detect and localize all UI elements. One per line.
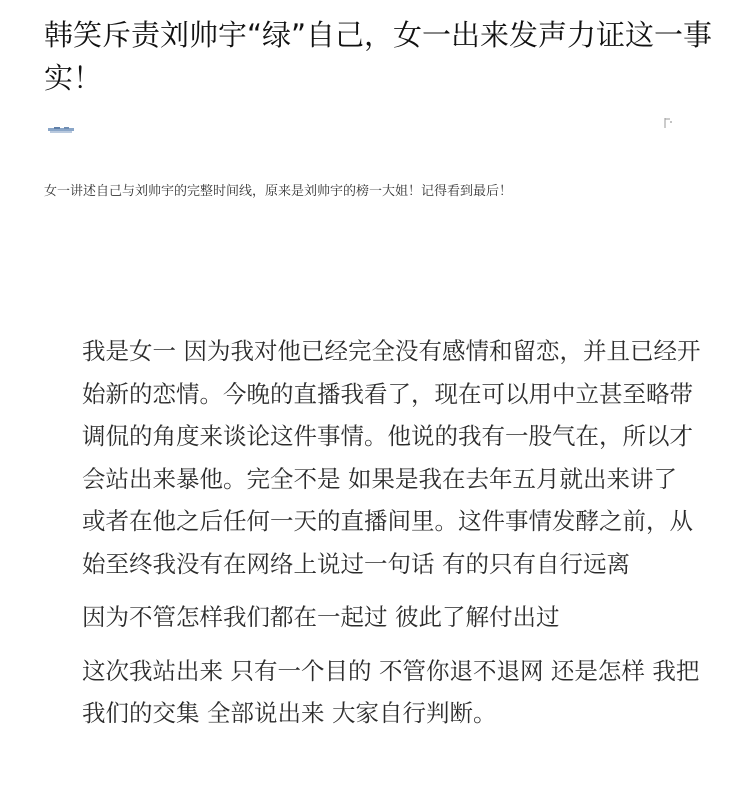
article-title: 韩笑斥责刘帅宇“绿”自己，女一出来发声力证这一事实！ xyxy=(44,18,713,95)
body-paragraph: 我是女一 因为我对他已经完全没有感情和留恋，并且已经开始新的恋情。今晚的直播我看了，现在可以用中立甚至略带调侃的角度来谈论这件事情。他说的我有一股气在，所以才会站出来暴他。完全不是 如果是我在去年五月就出来讲了 或者在他之后任何一天的直播间里。这件事情发酵之前，从始至终我没有在网络上说过一句话 有的只有自行远离 xyxy=(82,337,701,578)
article-subtitle: 女一讲述自己与刘帅宇的完整时间线，原来是刘帅宇的榜一大姐！记得看到最后！ xyxy=(44,184,513,199)
quote-mark-icon xyxy=(662,116,674,130)
body-paragraph: 这次我站出来 只有一个目的 不管你退不退网 还是怎样 我把我们的交集 全部说出来 大家自行判断。 xyxy=(82,656,700,727)
body-paragraph: 因为不管怎样我们都在一起过 彼此了解付出过 xyxy=(82,603,560,631)
avatar-image xyxy=(46,124,76,138)
article-body xyxy=(82,330,702,735)
